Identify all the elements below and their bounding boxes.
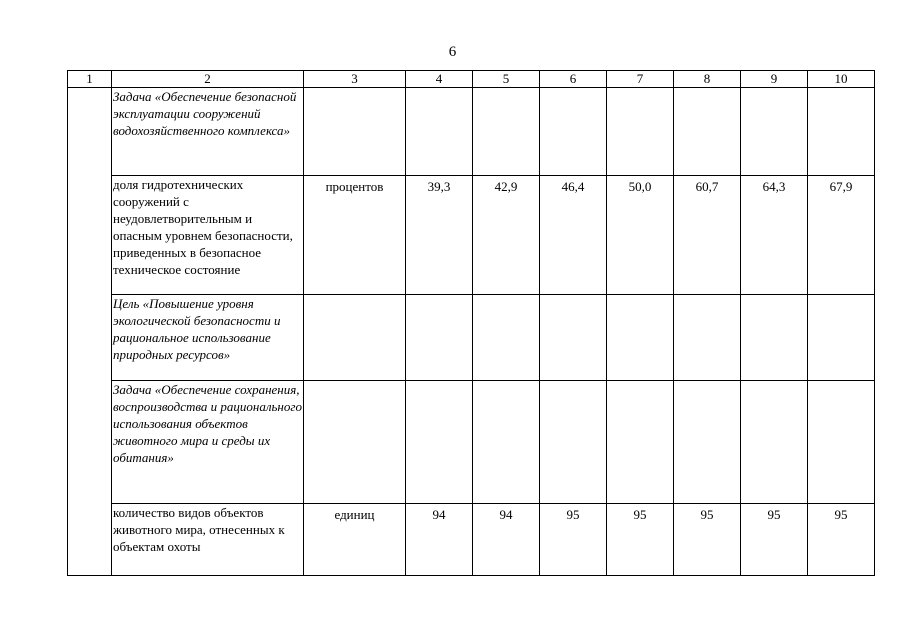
- table-row: [68, 88, 875, 176]
- indicator-label-cell: количество видов объектов животного мира, отнесенных к объектам охоты: [112, 504, 304, 576]
- value-cell: 42,9: [473, 176, 540, 295]
- value-cell: 46,4: [540, 176, 607, 295]
- value-cell: [808, 88, 875, 176]
- value-cell: [808, 295, 875, 381]
- value-cell: [406, 295, 473, 381]
- value-cell: 50,0: [607, 176, 674, 295]
- unit-cell: процентов: [304, 176, 406, 295]
- value-cell: 95: [607, 504, 674, 576]
- value-cell: [540, 295, 607, 381]
- value-cell: 60,7: [674, 176, 741, 295]
- unit-cell: [304, 381, 406, 504]
- value-cell: [473, 295, 540, 381]
- unit-cell: единиц: [304, 504, 406, 576]
- value-cell: [406, 88, 473, 176]
- value-cell: [473, 381, 540, 504]
- header-cell: 8: [674, 71, 741, 88]
- value-cell: [473, 88, 540, 176]
- value-cell: 95: [741, 504, 808, 576]
- value-cell: 95: [674, 504, 741, 576]
- value-cell: [674, 295, 741, 381]
- header-cell: 2: [112, 71, 304, 88]
- value-cell: [674, 381, 741, 504]
- value-cell: [741, 88, 808, 176]
- value-cell: 95: [540, 504, 607, 576]
- header-cell: 9: [741, 71, 808, 88]
- header-cell: 5: [473, 71, 540, 88]
- header-cell: 4: [406, 71, 473, 88]
- value-cell: [808, 381, 875, 504]
- value-cell: [741, 295, 808, 381]
- value-cell: [607, 381, 674, 504]
- number-cell: [68, 88, 112, 576]
- value-cell: [607, 88, 674, 176]
- value-cell: 67,9: [808, 176, 875, 295]
- value-cell: [540, 88, 607, 176]
- table-row: [68, 504, 875, 576]
- value-cell: 94: [406, 504, 473, 576]
- value-cell: 94: [473, 504, 540, 576]
- task-label-cell: Задача «Обеспечение безопасной эксплуатации сооружений водохозяйственного комплекса»: [112, 88, 304, 176]
- value-cell: [741, 381, 808, 504]
- unit-cell: [304, 88, 406, 176]
- value-cell: [540, 381, 607, 504]
- goal-label-cell: Цель «Повышение уровня экологической безопасности и рациональное использование природных ресурсов»: [112, 295, 304, 381]
- header-cell: 3: [304, 71, 406, 88]
- indicator-label-cell: доля гидротехнических сооружений с неудовлетворительным и опасным уровнем безопасности, приведенных в безопасное техническое состояние: [112, 176, 304, 295]
- table-row: [68, 295, 875, 381]
- value-cell: [607, 295, 674, 381]
- value-cell: 95: [808, 504, 875, 576]
- value-cell: [406, 381, 473, 504]
- value-cell: [674, 88, 741, 176]
- unit-cell: [304, 295, 406, 381]
- page-number: 6: [448, 44, 457, 60]
- header-cell: 1: [68, 71, 112, 88]
- value-cell: 64,3: [741, 176, 808, 295]
- table-row: [68, 381, 875, 504]
- value-cell: 39,3: [406, 176, 473, 295]
- task-label-cell: Задача «Обеспечение сохранения, воспроизводства и рационального использования объектов животного мира и среды их обитания»: [112, 381, 304, 504]
- indicators-table: [67, 70, 875, 576]
- table-header-row: [68, 71, 875, 88]
- header-cell: 10: [808, 71, 875, 88]
- header-cell: 6: [540, 71, 607, 88]
- header-cell: 7: [607, 71, 674, 88]
- table-row: [68, 176, 875, 295]
